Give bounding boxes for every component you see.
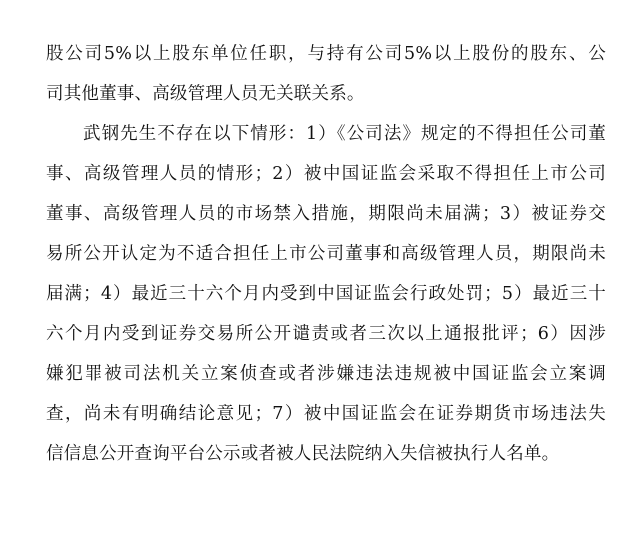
text-line: 事、高级管理人员的情形；2）被中国证监会采取不得担任上市公司 — [46, 164, 606, 184]
document-page — [46, 34, 606, 474]
paragraph-affiliation — [46, 34, 606, 114]
text-line: 司其他董事、高级管理人员无关联关系。 — [46, 84, 365, 104]
text-line: 武钢先生不存在以下情形：1）《公司法》规定的不得担任公司董 — [83, 124, 606, 144]
text-line: 六个月内受到证券交易所公开谴责或者三次以上通报批评；6）因涉 — [46, 324, 606, 344]
text-line: 信信息公开查询平台公示或者被人民法院纳入失信被执行人名单。 — [46, 444, 560, 464]
paragraph-qualifications — [46, 114, 606, 474]
text-line: 董事、高级管理人员的市场禁入措施，期限尚未届满；3）被证券交 — [46, 204, 606, 224]
text-line: 嫌犯罪被司法机关立案侦查或者涉嫌违法违规被中国证监会立案调 — [46, 364, 606, 384]
text-line: 易所公开认定为不适合担任上市公司董事和高级管理人员，期限尚未 — [46, 244, 606, 264]
text-line: 届满；4）最近三十六个月内受到中国证监会行政处罚；5）最近三十 — [46, 284, 606, 304]
text-line: 股公司5%以上股东单位任职，与持有公司5%以上股份的股东、公 — [46, 44, 606, 64]
text-line: 查，尚未有明确结论意见；7）被中国证监会在证券期货市场违法失 — [46, 404, 606, 424]
